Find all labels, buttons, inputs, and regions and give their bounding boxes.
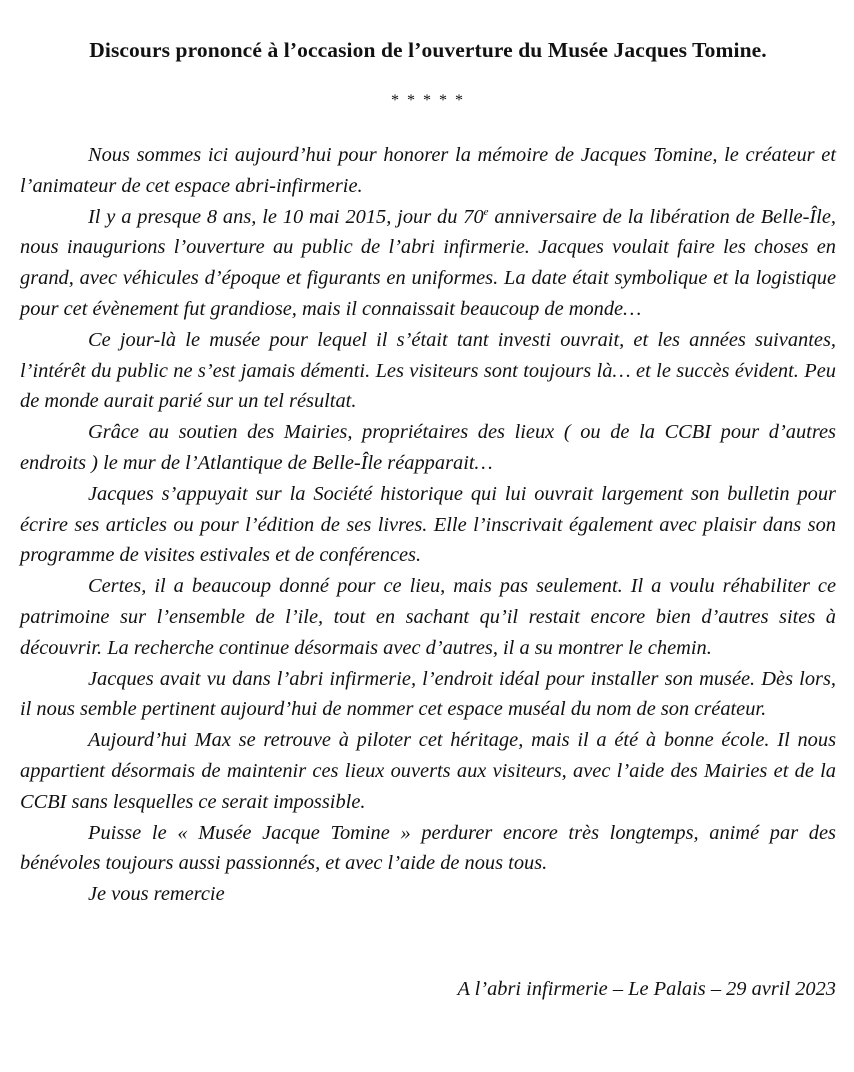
- paragraph-6: Certes, il a beaucoup donné pour ce lieu, mais pas seulement. Il a voulu réhabiliter ce patrimoine sur l’ensemble de l’ile, tout en sachant qu’il restait encore bien d’autres sites à découvrir. La recherche continue désormais avec d’autres, il a su montrer le chemin.: [20, 575, 836, 659]
- ordinal-superscript: e: [483, 205, 489, 218]
- paragraph-8: Aujourd’hui Max se retrouve à piloter cet héritage, mais il a été à bonne école. Il nous appartient désormais de maintenir ces lieux ouverts aux visiteurs, avec l’aide des Mairies et de la CCBI sans lesquelles ce serait impossible.: [20, 729, 836, 813]
- paragraph-2: [20, 202, 836, 325]
- speech-body: [20, 140, 836, 910]
- paragraph-4: Grâce au soutien des Mairies, propriétaires des lieux ( ou de la CCBI pour d’autres endroits ) le mur de l’Atlantique de Belle-Île réapparait…: [20, 421, 836, 474]
- paragraph-10: Je vous remercie: [88, 883, 225, 906]
- document-title: Discours prononcé à l’occasion de l’ouverture du Musée Jacques Tomine.: [89, 38, 767, 62]
- paragraph-2-end: anniversaire de la libération de Belle-Île, nous inaugurions l’ouverture au public de l’abri infirmerie. Jacques voulait faire les choses en grand, avec véhicules d’époque et figurants en uniformes. La date était symbolique et la logistique pour cet évènement fut grandiose, mais il connaissait beaucoup de monde…: [20, 205, 836, 320]
- paragraph-3: Ce jour-là le musée pour lequel il s’était tant investi ouvrait, et les années suivantes, l’intérêt du public ne s’est jamais démenti. Les visiteurs sont toujours là… et le succès évident. Peu de monde aurait parié sur un tel résultat.: [20, 328, 836, 413]
- paragraph-1: Nous sommes ici aujourd’hui pour honorer la mémoire de Jacques Tomine, le créateur et l’animateur de cet espace abri-infirmerie.: [20, 144, 836, 197]
- place-and-date: A l’abri infirmerie – Le Palais – 29 avril 2023: [457, 978, 836, 1000]
- separator-stars: * * * * *: [391, 92, 465, 109]
- paragraph-5: Jacques s’appuyait sur la Société historique qui lui ouvrait largement son bulletin pour écrire ses articles ou pour l’édition de ses livres. Elle l’inscrivait également avec plaisir dans son programme de visites estivales et de conférences.: [20, 482, 836, 567]
- paragraph-7: Jacques avait vu dans l’abri infirmerie, l’endroit idéal pour installer son musée. Dès lors, il nous semble pertinent aujourd’hui de nommer cet espace muséal du nom de son créateur.: [20, 667, 836, 721]
- paragraph-9: Puisse le « Musée Jacque Tomine » perdurer encore très longtemps, animé par des bénévoles toujours aussi passionnés, et avec l’aide de nous tous.: [20, 821, 836, 875]
- paragraph-2-start: Il y a presque 8 ans, le 10 mai 2015, jour du 70: [88, 205, 484, 228]
